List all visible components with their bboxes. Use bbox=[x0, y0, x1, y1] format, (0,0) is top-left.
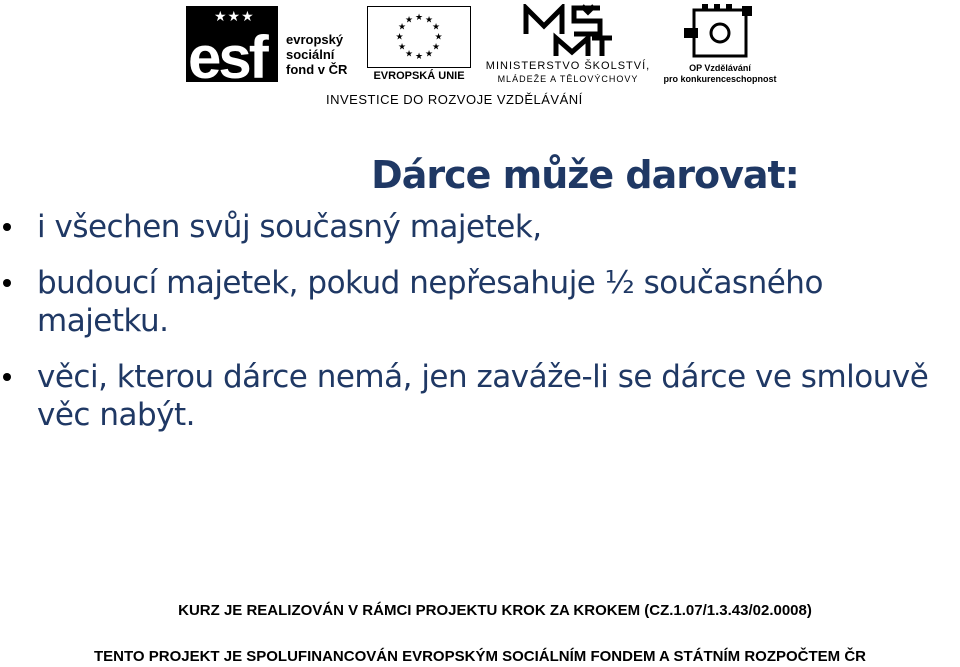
svg-text:★: ★ bbox=[414, 52, 424, 62]
bullet-text: věci, kterou dárce nemá, jen zaváže-li se dárce ve smlouvě věc nabýt. bbox=[37, 359, 929, 433]
svg-text:★: ★ bbox=[431, 22, 441, 33]
op-name-line1: OP Vzdělávání bbox=[689, 63, 751, 73]
bullet-text: i všechen svůj současný majetek, bbox=[37, 209, 542, 245]
svg-text:★: ★ bbox=[395, 32, 404, 43]
esf-text bbox=[286, 32, 347, 77]
esf-logo bbox=[186, 6, 356, 91]
investment-tagline: INVESTICE DO ROZVOJE VZDĚLÁVÁNÍ bbox=[326, 92, 583, 107]
slide-title: Dárce může darovat: bbox=[371, 153, 799, 198]
svg-text:★: ★ bbox=[397, 42, 407, 53]
svg-text:★: ★ bbox=[404, 49, 414, 60]
msmt-name-line2: MLÁDEŽE A TĚLOVÝCHOVY bbox=[497, 74, 639, 84]
op-logo bbox=[660, 4, 780, 84]
op-emblem-icon bbox=[680, 4, 760, 60]
eu-logo bbox=[367, 6, 471, 82]
bullet-list bbox=[0, 208, 960, 434]
footer-project-line: KURZ JE REALIZOVÁN V RÁMCI PROJEKTU KROK ZA KROKEM (CZ.1.07/1.3.43/02.0008) bbox=[178, 602, 812, 619]
esf-text-line: evropský bbox=[286, 32, 344, 47]
bullet-item bbox=[0, 264, 960, 340]
msmt-monogram-icon bbox=[522, 4, 614, 58]
eu-flag-icon bbox=[367, 6, 471, 68]
svg-text:★: ★ bbox=[397, 22, 407, 33]
msmt-name-line1: MINISTERSTVO ŠKOLSTVÍ, bbox=[485, 60, 651, 72]
bullet-item bbox=[0, 208, 960, 246]
bullet-item bbox=[0, 358, 960, 434]
eu-label: EVROPSKÁ UNIE bbox=[373, 70, 465, 82]
bullet-text: budoucí majetek, pokud nepřesahuje ½ současného majetku. bbox=[37, 265, 823, 339]
esf-text-line: fond v ČR bbox=[286, 62, 348, 77]
svg-text:★: ★ bbox=[404, 15, 414, 26]
bullet-dot-icon bbox=[3, 279, 11, 287]
msmt-logo bbox=[478, 4, 658, 84]
esf-mark-text: esf bbox=[188, 24, 266, 91]
esf-stars-icon: ★★★ bbox=[214, 8, 255, 24]
bullet-dot-icon bbox=[3, 373, 11, 381]
svg-text:★: ★ bbox=[424, 49, 434, 60]
svg-text:★: ★ bbox=[424, 15, 434, 26]
svg-text:★: ★ bbox=[431, 42, 441, 53]
svg-text:★: ★ bbox=[414, 13, 424, 23]
esf-mark bbox=[186, 6, 278, 91]
op-name-line2: pro konkurenceschopnost bbox=[663, 74, 777, 84]
esf-text-line: sociální bbox=[286, 47, 335, 62]
svg-text:★: ★ bbox=[434, 32, 443, 43]
bullet-dot-icon bbox=[3, 223, 11, 231]
footer-funding-line: TENTO PROJEKT JE SPOLUFINANCOVÁN EVROPSKÝM SOCIÁLNÍM FONDEM A STÁTNÍM ROZPOČTEM ČR bbox=[94, 648, 866, 665]
